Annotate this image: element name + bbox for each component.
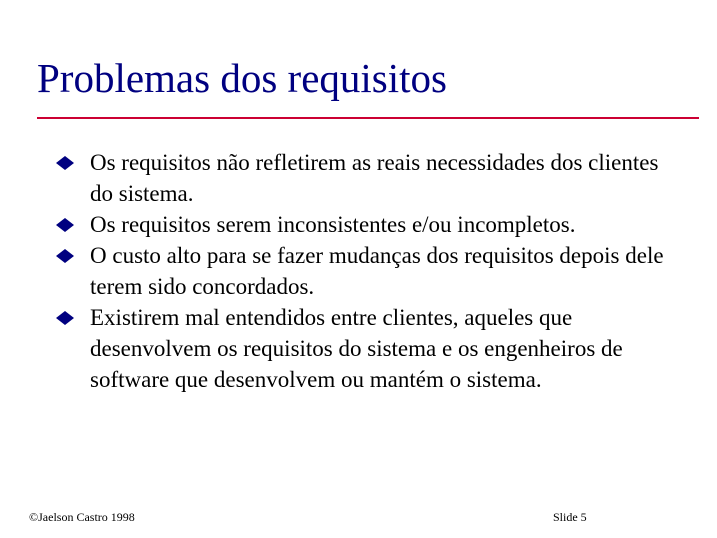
footer-copyright: ©Jaelson Castro 1998 (29, 510, 135, 524)
footer-slide-number: Slide 5 (553, 510, 587, 524)
bullet-list (0, 147, 717, 395)
diamond-bullet-icon (56, 147, 76, 178)
diamond-bullet-icon (56, 209, 76, 240)
bullet-item (0, 302, 680, 395)
diamond-bullet-icon (56, 240, 76, 271)
slide-title: Problemas dos requisitos (37, 55, 447, 101)
diamond-bullet-icon (56, 302, 76, 333)
bullet-text: O custo alto para se fazer mudanças dos requisitos depois dele terem sido concordados. (90, 243, 664, 299)
bullet-item (0, 147, 680, 209)
bullet-item (0, 240, 680, 302)
bullet-text: Existirem mal entendidos entre clientes, aqueles que desenvolvem os requisitos do sistema e os engenheiros de software que desenvolvem ou mantém o sistema. (90, 305, 623, 392)
bullet-item (0, 209, 680, 240)
bullet-text: Os requisitos serem inconsistentes e/ou incompletos. (90, 212, 576, 237)
bullet-text: Os requisitos não refletirem as reais necessidades dos clientes do sistema. (90, 150, 659, 206)
title-divider (37, 117, 699, 119)
